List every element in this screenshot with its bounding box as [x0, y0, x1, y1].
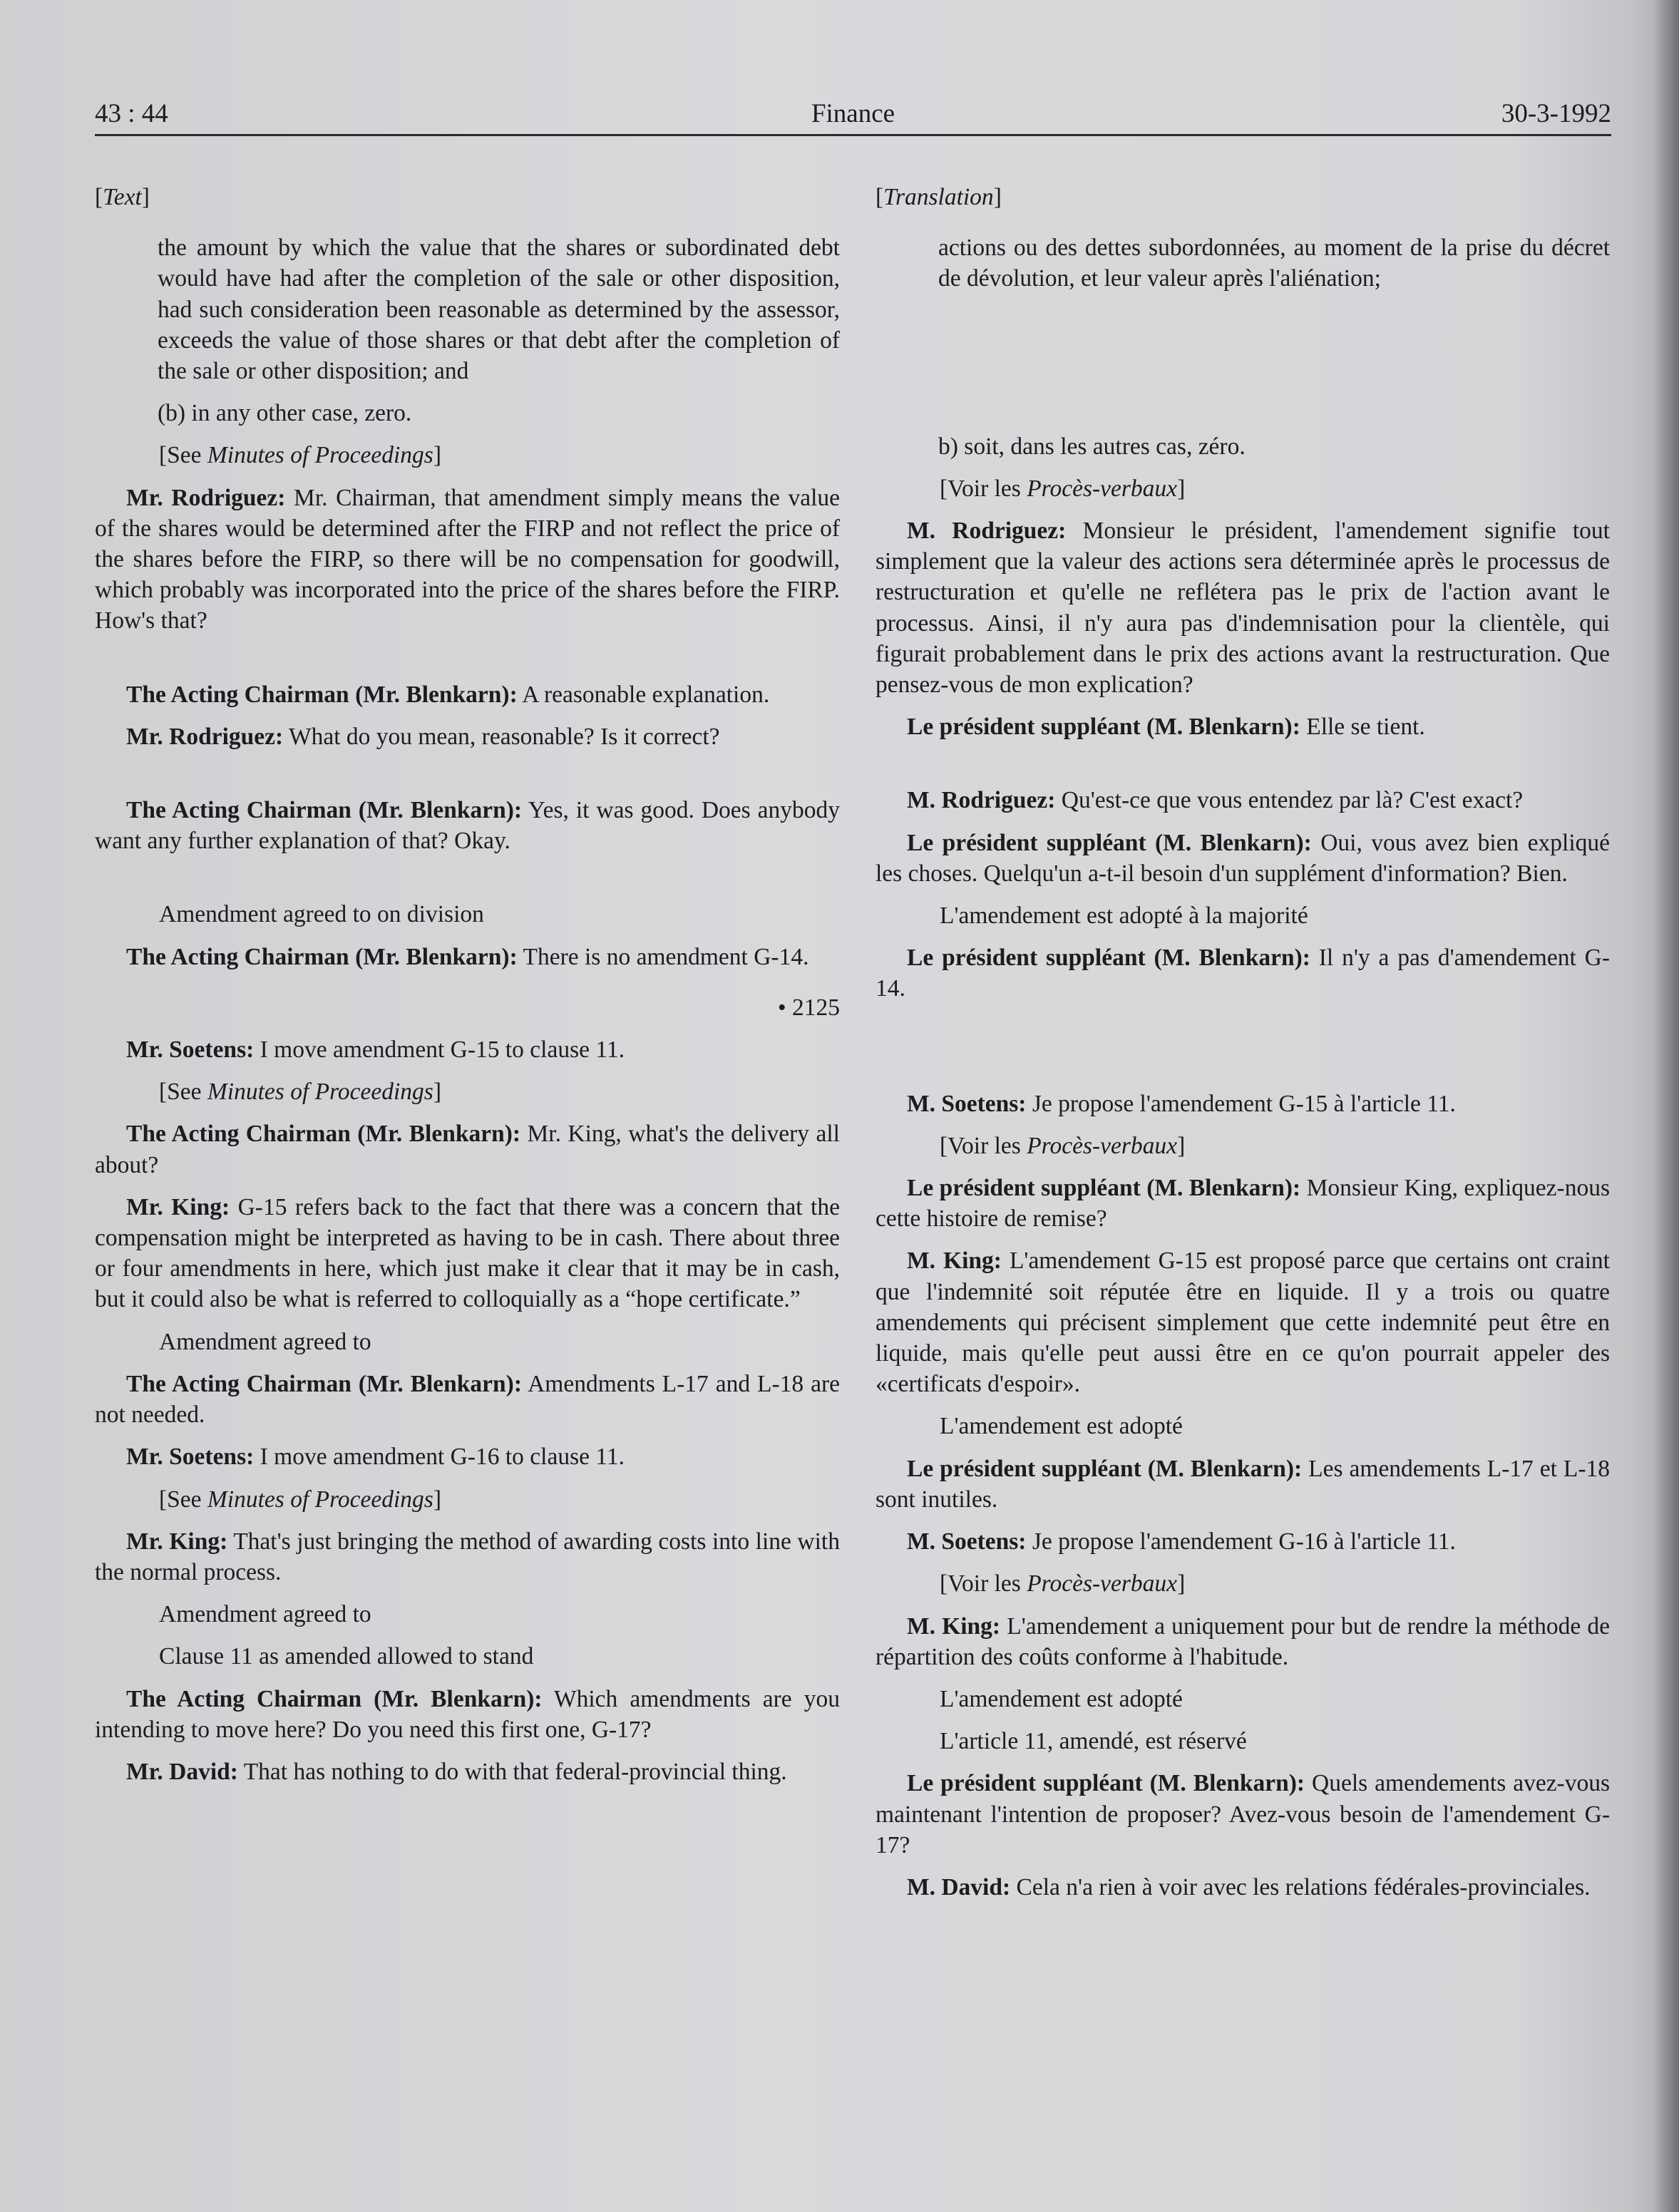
speaker: M. Rodriguez:: [907, 787, 1056, 814]
column-label: [Text]: [95, 184, 150, 210]
speaker: M. King:: [907, 1248, 1002, 1275]
speaker: M. King:: [907, 1612, 1001, 1640]
speaker: The Acting Chairman (Mr. Blenkarn):: [126, 1370, 522, 1397]
proceeding-note: Amendment agreed to: [159, 1328, 371, 1355]
speech: The Acting Chairman (Mr. Blenkarn): Mr. King, what's the delivery all about?: [95, 1121, 840, 1178]
see-minutes-note: [See Minutes of Proceedings]: [159, 1486, 442, 1513]
quoted-text: the amount by which the value that the shares or subordinated debt would have had after the completion of the sale or other disposition, had such consideration been reasonable as determined by the assessor, exceeds the value of those shares or that debt after the completion of the sale or other disposition; and: [158, 235, 840, 385]
see-minutes-note: [See Minutes of Proceedings]: [159, 1079, 442, 1106]
speaker: Mr. King:: [126, 1528, 228, 1555]
speech: M. David: Cela n'a rien à voir avec les relations fédérales-provinciales.: [907, 1873, 1591, 1900]
speech: The Acting Chairman (Mr. Blenkarn): There is no amendment G-14.: [126, 943, 809, 970]
see-minutes-note: [Voir les Procès-verbaux]: [940, 475, 1186, 502]
column-label: [Translation]: [876, 184, 1002, 210]
speech: Le président suppléant (M. Blenkarn): Quels amendements avez-vous maintenant l'intention de proposer? Avez-vous besoin de l'amendement G-17?: [876, 1770, 1611, 1858]
sitting-date: 30-3-1992: [1501, 99, 1611, 128]
speech: The Acting Chairman (Mr. Blenkarn): Which amendments are you intending to move here? Do you need this first one, G-17?: [95, 1685, 840, 1743]
quoted-text: actions ou des dettes subordonnées, au moment de la prise du décret de dévolution, et leur valeur après l'aliénation;: [938, 235, 1610, 292]
speech: Le président suppléant (M. Blenkarn): Elle se tient.: [907, 714, 1425, 741]
speaker: The Acting Chairman (Mr. Blenkarn):: [126, 1121, 521, 1148]
speech: Le président suppléant (M. Blenkarn): Monsieur King, expliquez-nous cette histoire de remise?: [876, 1175, 1610, 1233]
speaker: Mr. Rodriguez:: [126, 484, 286, 511]
quoted-text: (b) in any other case, zero.: [158, 400, 412, 427]
committee-name: Finance: [811, 99, 895, 128]
speech: Mr. Soetens: I move amendment G-15 to clause 11.: [126, 1036, 625, 1064]
speech: M. Soetens: Je propose l'amendement G-15 à l'article 11.: [907, 1090, 1456, 1117]
speech: M. King: L'amendement a uniquement pour but de rendre la méthode de répartition des coûts conforme à l'habitude.: [876, 1612, 1610, 1670]
see-minutes-note: [Voir les Procès-verbaux]: [940, 1132, 1186, 1159]
speech: M. King: L'amendement G-15 est proposé parce que certains ont craint que l'indemnité soit réputée être en liquide. Il y a trois ou quatre amendements qui précisent simplement que cette indemnité peut être en liquide, mais qu'elle peut aussi être en ce qu'on pourrait appeler des «certificats d'espoir».: [876, 1248, 1610, 1398]
speaker: M. David:: [907, 1873, 1011, 1900]
see-minutes-note: [Voir les Procès-verbaux]: [940, 1570, 1186, 1598]
speech: Mr. Rodriguez: Mr. Chairman, that amendment simply means the value of the shares would be determined after the FIRP and not reflect the price of the shares before the FIRP, so there will be no compensation for goodwill, which probably was incorporated into the price of the shares before the FIRP. How's that?: [95, 484, 840, 634]
speaker: Mr. David:: [126, 1758, 238, 1785]
speech: M. Rodriguez: Qu'est-ce que vous entendez par là? C'est exact?: [907, 787, 1524, 814]
speech: Mr. King: That's just bringing the method of awarding costs into line with the normal process.: [95, 1528, 840, 1585]
speech: Le président suppléant (M. Blenkarn): Les amendements L-17 et L-18 sont inutiles.: [876, 1455, 1611, 1513]
time-marker: • 2125: [777, 994, 840, 1021]
speaker: Mr. Soetens:: [126, 1444, 255, 1471]
speaker: M. Soetens:: [907, 1528, 1027, 1555]
book-spine-shadow: [1650, 0, 1679, 2212]
speaker: Mr. Rodriguez:: [126, 723, 284, 750]
speaker: M. Rodriguez:: [907, 518, 1067, 545]
proceeding-note: L'amendement est adopté à la majorité: [940, 902, 1308, 930]
speaker: M. Soetens:: [907, 1090, 1027, 1117]
speech: M. Rodriguez: Monsieur le président, l'amendement signifie tout simplement que la valeur des actions sera déterminée après le processus de restructuration et qu'elle ne reflétera pas le prix de l'action avant le processus. Ainsi, il n'y aura pas d'indemnisation pour la clientèle, qui figurait probablement dans le prix des actions avant la restructuration. Que pensez-vous de mon explication?: [876, 518, 1610, 699]
proceeding-note: Amendment agreed to: [159, 1601, 371, 1628]
speaker: Le président suppléant (M. Blenkarn):: [907, 945, 1310, 972]
speech: Le président suppléant (M. Blenkarn): Il n'y a pas d'amendement G-14.: [876, 945, 1610, 1002]
speech: The Acting Chairman (Mr. Blenkarn): Amendments L-17 and L-18 are not needed.: [95, 1370, 840, 1429]
speech: Mr. King: G-15 refers back to the fact that there was a concern that the compensation might be interpreted as having to be in cash. There about three or four amendments in here, which just make it clear that it may be in cash, but it could also be what is referred to colloquially as a “hope certificate.”: [95, 1193, 840, 1313]
speech: Mr. Rodriguez: What do you mean, reasonable? Is it correct?: [126, 723, 720, 750]
speaker: Le président suppléant (M. Blenkarn):: [907, 1175, 1301, 1202]
speech: M. Soetens: Je propose l'amendement G-16 à l'article 11.: [907, 1528, 1456, 1555]
speaker: The Acting Chairman (Mr. Blenkarn):: [126, 943, 518, 970]
speaker: Mr. King:: [126, 1193, 230, 1220]
speaker: The Acting Chairman (Mr. Blenkarn):: [126, 1685, 543, 1712]
speech: The Acting Chairman (Mr. Blenkarn): A reasonable explanation.: [126, 681, 770, 708]
speech: The Acting Chairman (Mr. Blenkarn): Yes, it was good. Does anybody want any further explanation of that? Okay.: [95, 797, 840, 855]
proceeding-note: L'amendement est adopté: [940, 1413, 1183, 1440]
speech: Mr. Soetens: I move amendment G-16 to clause 11.: [126, 1444, 625, 1471]
speaker: Mr. Soetens:: [126, 1036, 255, 1064]
speaker: Le président suppléant (M. Blenkarn):: [907, 1770, 1305, 1797]
speaker: The Acting Chairman (Mr. Blenkarn):: [126, 681, 518, 708]
page-header: [95, 97, 1611, 136]
english-column: [95, 182, 840, 1787]
see-minutes-note: [See Minutes of Proceedings]: [159, 442, 442, 469]
speaker: Le président suppléant (M. Blenkarn):: [907, 829, 1312, 856]
proceeding-note: Clause 11 as amended allowed to stand: [159, 1643, 534, 1670]
speaker: The Acting Chairman (Mr. Blenkarn):: [126, 797, 523, 824]
proceeding-note: L'amendement est adopté: [940, 1685, 1183, 1712]
french-column: [876, 182, 1610, 1903]
quoted-text: b) soit, dans les autres cas, zéro.: [938, 433, 1246, 460]
speaker: Le président suppléant (M. Blenkarn):: [907, 1455, 1303, 1482]
proceeding-note: L'article 11, amendé, est réservé: [940, 1728, 1247, 1755]
page-number: 43 : 44: [95, 99, 168, 128]
speech: Le président suppléant (M. Blenkarn): Oui, vous avez bien expliqué les choses. Quelqu'un a-t-il besoin d'un supplément d'information? Bien.: [876, 829, 1610, 887]
speech: Mr. David: That has nothing to do with that federal-provincial thing.: [126, 1758, 787, 1785]
speaker: Le président suppléant (M. Blenkarn):: [907, 714, 1300, 741]
proceeding-note: Amendment agreed to on division: [159, 901, 484, 928]
